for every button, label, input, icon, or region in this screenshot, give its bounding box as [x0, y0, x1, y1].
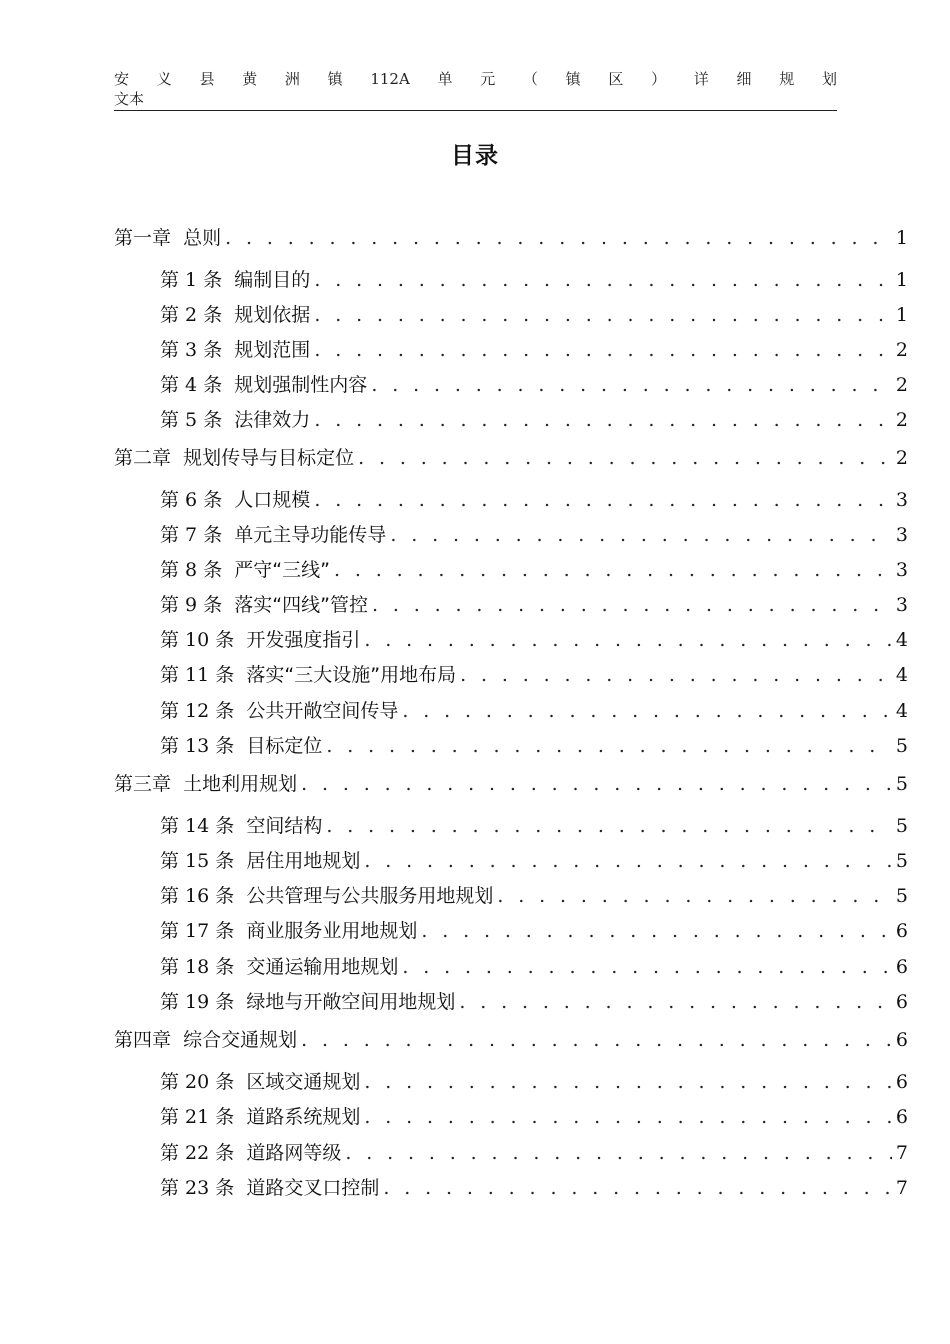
toc-entry-label: [160, 1139, 341, 1167]
toc-entry-suffix: 条: [203, 304, 223, 326]
toc-article-entry[interactable]: [160, 847, 908, 875]
toc-page-number: 5: [895, 735, 908, 757]
toc-article-entry[interactable]: [160, 556, 908, 584]
toc-entry-suffix: 条: [203, 339, 223, 361]
toc-entry-suffix: 条: [203, 409, 223, 431]
toc-entry-number: 16: [179, 885, 216, 907]
toc-entry-title: 规划传导与目标定位: [183, 447, 355, 469]
toc-entry-title: 规划范围: [234, 339, 311, 361]
toc-entry-suffix: 条: [215, 629, 235, 651]
toc-entry-title: 交通运输用地规划: [246, 956, 399, 978]
toc-entry-suffix: 条: [215, 991, 235, 1013]
toc-entry-label: [160, 917, 417, 945]
toc-entry-title: 居住用地规划: [246, 850, 361, 872]
toc-entry-suffix: 条: [215, 1142, 235, 1164]
toc-entry-title: 区域交通规划: [246, 1071, 361, 1093]
toc-dot-leader: [345, 1139, 892, 1167]
toc-entry-prefix: 第四章: [114, 1029, 172, 1051]
toc-entry-prefix: 第: [160, 735, 180, 757]
toc-dot-leader: [314, 336, 892, 364]
toc-entry-suffix: 条: [215, 1177, 235, 1199]
toc-dot-leader: [402, 953, 892, 981]
toc-entry-number: 17: [179, 920, 216, 942]
toc-entry-label: [160, 371, 367, 399]
toc-article-entry[interactable]: [160, 1103, 908, 1131]
toc-entry-title: 落实“三大设施”用地布局: [246, 664, 457, 686]
toc-article-entry[interactable]: [160, 953, 908, 981]
toc-entry-prefix: 第: [160, 664, 180, 686]
toc-article-entry[interactable]: [160, 697, 908, 725]
toc-entry-title: 道路交叉口控制: [246, 1177, 380, 1199]
toc-entry-prefix: 第: [160, 629, 180, 651]
header-char: 细: [736, 70, 752, 88]
toc-entry-prefix: 第: [160, 920, 180, 942]
toc-article-entry[interactable]: [160, 661, 908, 689]
toc-dot-leader: [497, 882, 892, 910]
toc-dot-leader: [314, 486, 892, 514]
toc-page-number: 6: [895, 1029, 908, 1051]
toc-entry-suffix: 条: [203, 594, 223, 616]
header-char: 单: [437, 70, 453, 88]
toc-dot-leader: [301, 1026, 892, 1054]
toc-chapter-entry[interactable]: [114, 1026, 908, 1054]
toc-entry-label: [114, 444, 354, 472]
toc-chapter-entry[interactable]: [114, 770, 908, 798]
header-char: 详: [693, 70, 709, 88]
toc-entry-prefix: 第: [160, 815, 180, 837]
toc-page-number: 1: [895, 227, 908, 249]
toc-article-entry[interactable]: [160, 917, 908, 945]
toc-entry-number: 7: [179, 524, 204, 546]
toc-entry-number: 5: [179, 409, 204, 431]
toc-article-entry[interactable]: [160, 732, 908, 760]
toc-entry-label: [160, 953, 398, 981]
toc-entry-prefix: 第: [160, 1177, 180, 1199]
toc-dot-leader: [314, 301, 892, 329]
toc-entry-label: [160, 812, 322, 840]
toc-chapter-entry[interactable]: [114, 444, 908, 472]
toc-page-number: 5: [895, 773, 908, 795]
toc-entry-prefix: 第: [160, 409, 180, 431]
toc-article-entry[interactable]: [160, 486, 908, 514]
toc-entry-label: [160, 1174, 379, 1202]
toc-entry-suffix: 条: [203, 489, 223, 511]
toc-entry-title: 规划强制性内容: [234, 374, 368, 396]
toc-entry-label: [160, 266, 310, 294]
toc-article-entry[interactable]: [160, 626, 908, 654]
toc-page-number: 7: [895, 1142, 908, 1164]
toc-entry-number: 1: [179, 269, 204, 291]
header-char: 镇: [327, 70, 343, 88]
header-char: 112A: [370, 70, 410, 88]
toc-entry-title: 土地利用规划: [183, 773, 298, 795]
toc-article-entry[interactable]: [160, 406, 908, 434]
toc-entry-title: 编制目的: [234, 269, 311, 291]
toc-entry-prefix: 第: [160, 559, 180, 581]
toc-entry-prefix: 第一章: [114, 227, 172, 249]
toc-dot-leader: [314, 406, 892, 434]
header-char: ）: [651, 70, 667, 88]
toc-entry-label: [114, 1026, 297, 1054]
toc-entry-prefix: 第: [160, 700, 180, 722]
toc-dot-leader: [364, 1068, 892, 1096]
toc-entry-label: [160, 626, 360, 654]
toc-article-entry[interactable]: [160, 301, 908, 329]
toc-entry-label: [160, 732, 322, 760]
toc-entry-number: 20: [179, 1071, 216, 1093]
toc-entry-suffix: 条: [203, 524, 223, 546]
toc-page-number: 2: [895, 409, 908, 431]
toc-dot-leader: [314, 266, 892, 294]
toc-entry-suffix: 条: [215, 1106, 235, 1128]
toc-entry-prefix: 第: [160, 956, 180, 978]
toc-entry-title: 公共开敞空间传导: [246, 700, 399, 722]
toc-entry-number: 23: [179, 1177, 216, 1199]
toc-dot-leader: [371, 371, 892, 399]
toc-entry-title: 总则: [183, 227, 222, 249]
toc-entry-prefix: 第二章: [114, 447, 172, 469]
toc-entry-number: 12: [179, 700, 216, 722]
header-char: 洲: [284, 70, 300, 88]
toc-entry-label: [160, 521, 386, 549]
toc-entry-label: [160, 406, 310, 434]
toc-entry-title: 落实“四线”管控: [234, 594, 368, 616]
toc-entry-title: 道路系统规划: [246, 1106, 361, 1128]
toc-entry-number: 15: [179, 850, 216, 872]
toc-entry-label: [160, 1068, 360, 1096]
toc-page-number: 6: [895, 1106, 908, 1128]
toc-article-entry[interactable]: [160, 1139, 908, 1167]
toc-article-entry[interactable]: [160, 591, 908, 619]
header-char: （: [522, 70, 538, 88]
toc-entry-label: [160, 988, 455, 1016]
toc-dot-leader: [364, 1103, 892, 1131]
toc-entry-number: 14: [179, 815, 216, 837]
toc-entry-prefix: 第: [160, 374, 180, 396]
header-char: 区: [608, 70, 624, 88]
running-header: [114, 68, 837, 108]
toc-entry-prefix: 第: [160, 269, 180, 291]
toc-page-number: 7: [895, 1177, 908, 1199]
toc-entry-suffix: 条: [215, 664, 235, 686]
toc-page-number: 5: [895, 815, 908, 837]
toc-article-entry[interactable]: [160, 371, 908, 399]
toc-entry-prefix: 第: [160, 1071, 180, 1093]
toc-entry-title: 法律效力: [234, 409, 311, 431]
toc-entry-number: 18: [179, 956, 216, 978]
toc-entry-title: 综合交通规划: [183, 1029, 298, 1051]
toc-entry-title: 规划依据: [234, 304, 311, 326]
header-char: 县: [199, 70, 215, 88]
toc-article-entry[interactable]: [160, 1068, 908, 1096]
toc-page-number: 6: [895, 956, 908, 978]
toc-article-entry[interactable]: [160, 988, 908, 1016]
toc-entry-title: 目标定位: [246, 735, 323, 757]
toc-entry-label: [114, 224, 221, 252]
toc-entry-suffix: 条: [215, 885, 235, 907]
toc-entry-label: [160, 661, 456, 689]
header-char: 黄: [242, 70, 258, 88]
toc-entry-title: 人口规模: [234, 489, 311, 511]
toc-entry-suffix: 条: [203, 374, 223, 396]
toc-entry-title: 绿地与开敞空间用地规划: [246, 991, 456, 1013]
toc-entry-label: [160, 301, 310, 329]
toc-entry-suffix: 条: [215, 1071, 235, 1093]
toc-entry-prefix: 第三章: [114, 773, 172, 795]
toc-dot-leader: [326, 732, 892, 760]
header-char: 镇: [565, 70, 581, 88]
toc-entry-suffix: 条: [203, 269, 223, 291]
toc-page-number: 4: [895, 700, 908, 722]
toc-entry-label: [160, 1103, 360, 1131]
header-title-line2: 文本: [114, 90, 145, 108]
toc-page-number: 2: [895, 339, 908, 361]
toc-dot-leader: [390, 521, 892, 549]
page-title: 目录: [451, 143, 499, 169]
toc-entry-title: 单元主导功能传导: [234, 524, 387, 546]
toc-page-number: 4: [895, 629, 908, 651]
toc-entry-suffix: 条: [215, 735, 235, 757]
header-title-line: [114, 68, 837, 90]
toc-page-number: 2: [895, 374, 908, 396]
toc-entry-number: 22: [179, 1142, 216, 1164]
toc-page-number: 6: [895, 1071, 908, 1093]
toc-entry-number: 9: [179, 594, 204, 616]
toc-entry-number: 21: [179, 1106, 216, 1128]
toc-entry-number: 11: [179, 664, 216, 686]
toc-page-number: 2: [895, 447, 908, 469]
toc-entry-label: [160, 486, 310, 514]
toc-entry-title: 公共管理与公共服务用地规划: [246, 885, 494, 907]
toc-entry-title: 开发强度指引: [246, 629, 361, 651]
toc-dot-leader: [459, 988, 892, 1016]
toc-entry-prefix: 第: [160, 1106, 180, 1128]
toc-entry-title: 严守“三线”: [234, 559, 330, 581]
toc-entry-prefix: 第: [160, 304, 180, 326]
toc-entry-label: [160, 336, 310, 364]
toc-entry-prefix: 第: [160, 339, 180, 361]
toc-dot-leader: [383, 1174, 892, 1202]
toc-page-number: 3: [895, 524, 908, 546]
toc-dot-leader: [364, 626, 892, 654]
toc-entry-label: [160, 847, 360, 875]
toc-entry-prefix: 第: [160, 885, 180, 907]
toc-entry-label: [160, 882, 493, 910]
toc-dot-leader: [364, 847, 892, 875]
toc-page-number: 1: [895, 269, 908, 291]
toc-page-number: 5: [895, 850, 908, 872]
toc-article-entry[interactable]: [160, 521, 908, 549]
toc-entry-title: 商业服务业用地规划: [246, 920, 418, 942]
toc-dot-leader: [372, 591, 892, 619]
header-char: 划: [821, 70, 837, 88]
toc-dot-leader: [421, 917, 892, 945]
toc-entry-number: 19: [179, 991, 216, 1013]
toc-article-entry[interactable]: [160, 812, 908, 840]
toc-page-number: 5: [895, 885, 908, 907]
toc-dot-leader: [326, 812, 892, 840]
toc-entry-title: 空间结构: [246, 815, 323, 837]
toc-entry-label: [160, 556, 330, 584]
toc-dot-leader: [460, 661, 892, 689]
toc-entry-suffix: 条: [203, 559, 223, 581]
toc-entry-suffix: 条: [215, 815, 235, 837]
toc-entry-prefix: 第: [160, 850, 180, 872]
toc-entry-suffix: 条: [215, 956, 235, 978]
toc-entry-prefix: 第: [160, 524, 180, 546]
header-char: 元: [480, 70, 496, 88]
toc-dot-leader: [358, 444, 892, 472]
header-char: 规: [779, 70, 795, 88]
toc-entry-label: [160, 591, 368, 619]
toc-entry-label: [114, 770, 297, 798]
toc-chapter-entry[interactable]: [114, 224, 908, 252]
toc-dot-leader: [225, 224, 892, 252]
toc-article-entry[interactable]: [160, 336, 908, 364]
toc-entry-number: 6: [179, 489, 204, 511]
toc-entry-number: 10: [179, 629, 216, 651]
toc-page-number: 3: [895, 594, 908, 616]
toc-entry-number: 3: [179, 339, 204, 361]
toc-page-number: 6: [895, 920, 908, 942]
toc-page-number: 1: [895, 304, 908, 326]
toc-page-number: 3: [895, 489, 908, 511]
toc-entry-title: 道路网等级: [246, 1142, 342, 1164]
toc-entry-number: 4: [179, 374, 204, 396]
toc-entry-suffix: 条: [215, 920, 235, 942]
toc-page-number: 3: [895, 559, 908, 581]
header-rule: [114, 110, 837, 111]
toc-entry-prefix: 第: [160, 594, 180, 616]
toc-article-entry[interactable]: [160, 1174, 908, 1202]
header-char: 义: [156, 70, 172, 88]
toc-page-number: 6: [895, 991, 908, 1013]
toc-entry-prefix: 第: [160, 489, 180, 511]
toc-dot-leader: [301, 770, 892, 798]
toc-entry-suffix: 条: [215, 850, 235, 872]
toc-page-number: 4: [895, 664, 908, 686]
toc-article-entry[interactable]: [160, 882, 908, 910]
toc-entry-label: [160, 697, 398, 725]
toc-entry-number: 8: [179, 559, 204, 581]
toc-dot-leader: [402, 697, 892, 725]
toc-article-entry[interactable]: [160, 266, 908, 294]
toc-entry-prefix: 第: [160, 991, 180, 1013]
toc-entry-prefix: 第: [160, 1142, 180, 1164]
header-char: 安: [114, 70, 130, 88]
toc-dot-leader: [334, 556, 892, 584]
toc-entry-suffix: 条: [215, 700, 235, 722]
toc-entry-number: 2: [179, 304, 204, 326]
toc-entry-number: 13: [179, 735, 216, 757]
